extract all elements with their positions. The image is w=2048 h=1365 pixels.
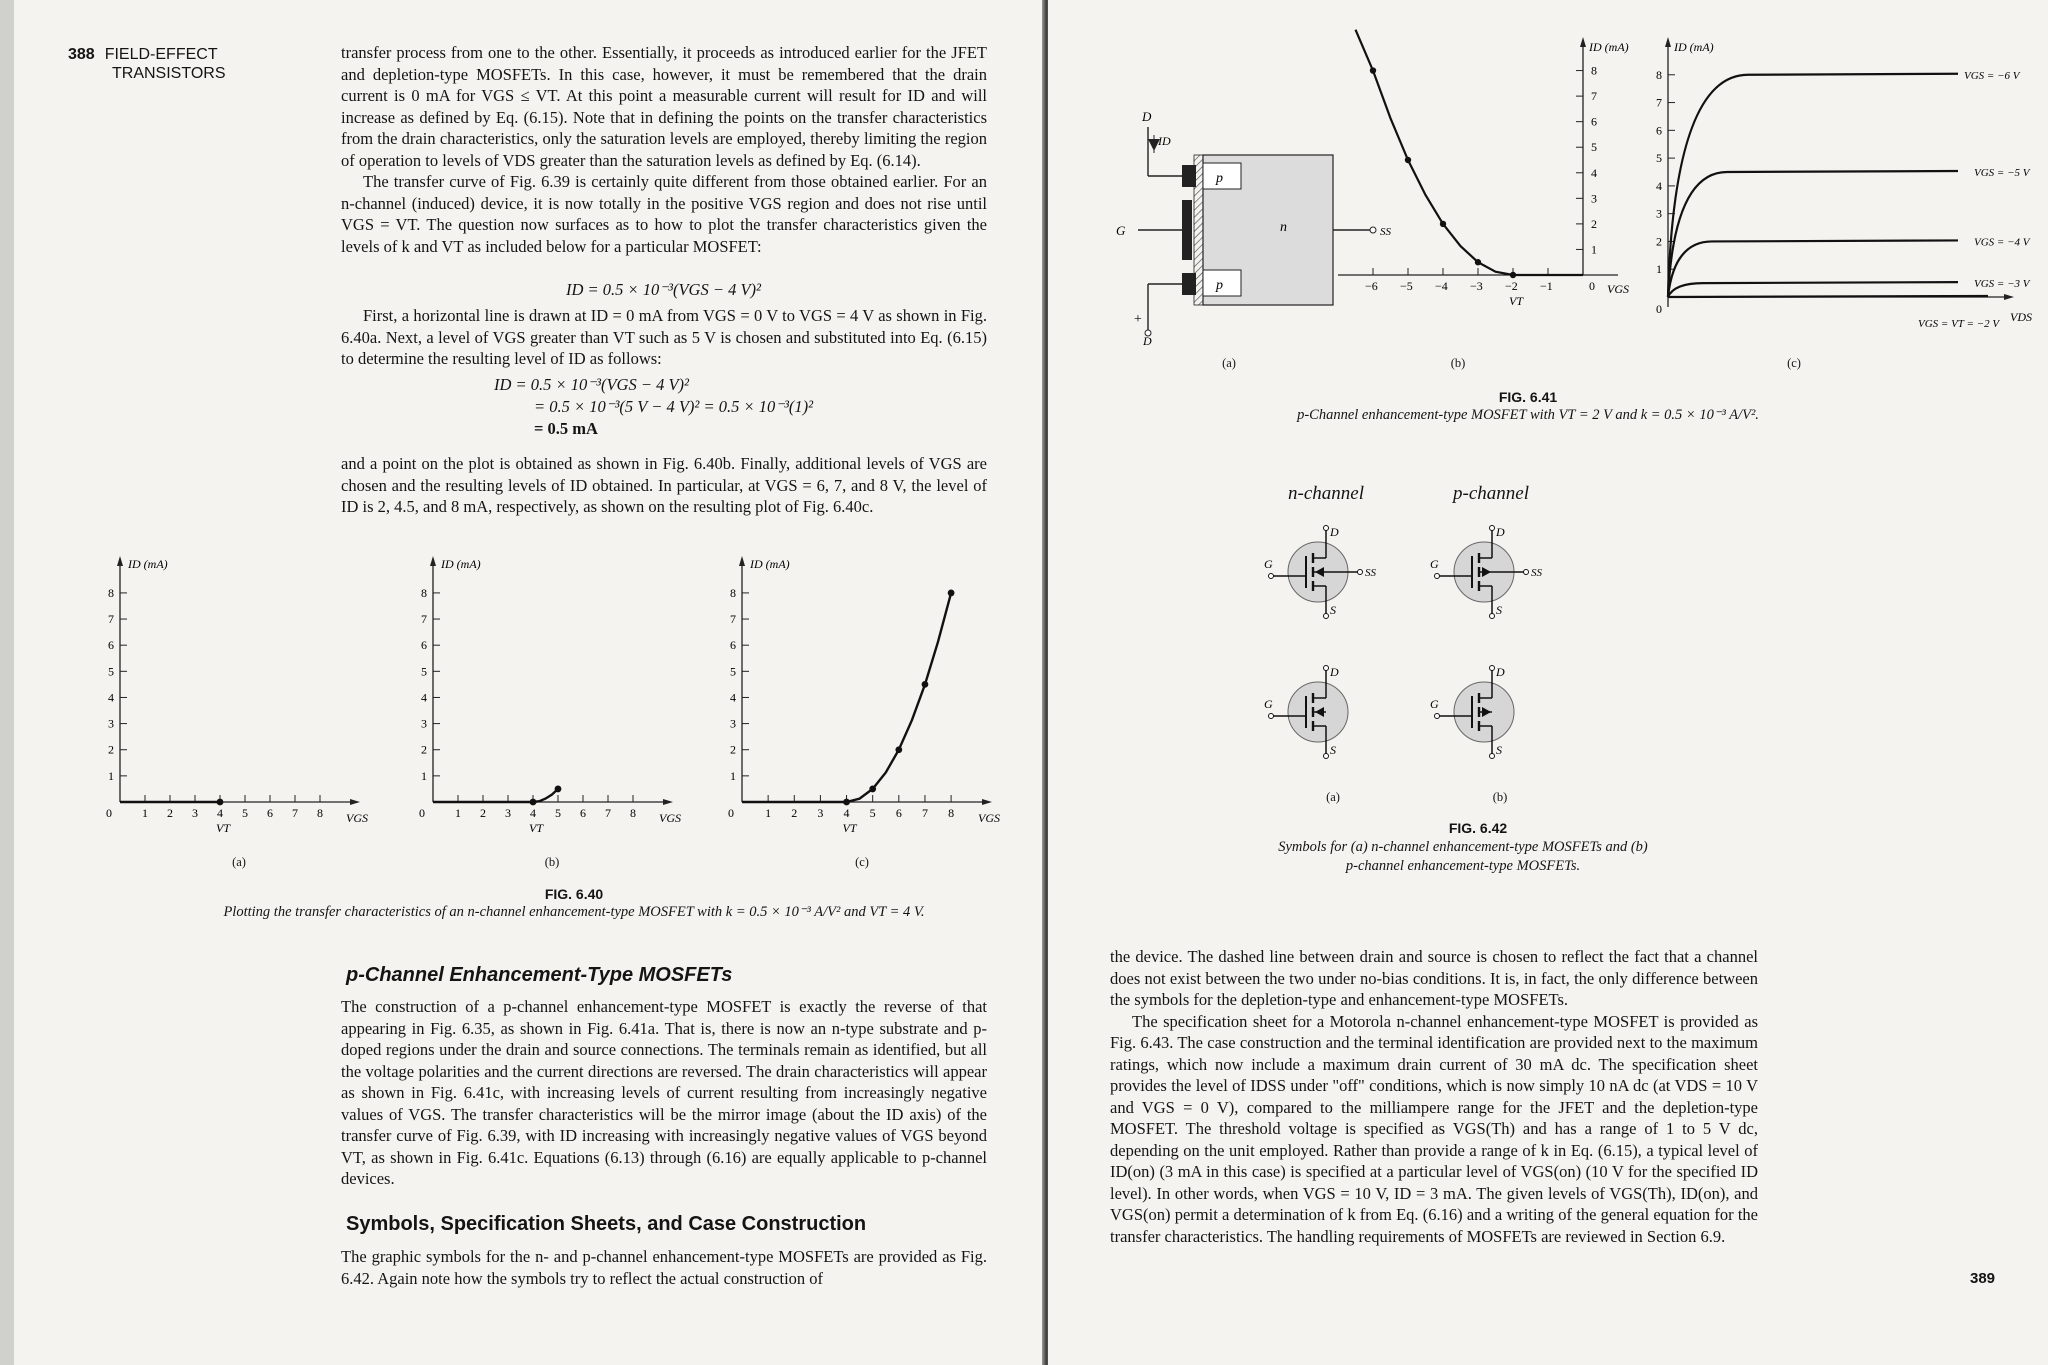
y-tick-label: 0 <box>1656 302 1662 316</box>
y-tick-label: 2 <box>1591 216 1597 231</box>
x-tick-label: 7 <box>921 806 928 820</box>
gate-terminal <box>1269 714 1274 719</box>
x-tick-label: 6 <box>580 806 586 820</box>
section-heading-symbols: Symbols, Specification Sheets, and Case Construction <box>346 1213 867 1235</box>
substrate-terminal <box>1358 570 1363 575</box>
x-tick-label: 4 <box>843 806 850 820</box>
y-tick-label: 7 <box>1591 89 1597 104</box>
paragraph: and a point on the plot is obtained as shown in Fig. 6.40b. Finally, additional levels of VGS are chosen and the resulting levels of ID obtained. In particular, at VGS = 6, 7, and 8 V, the level of ID is 2, 4.5, and 8 mA, respectively, as shown on the resulting plot of Fig. 6.40c. <box>341 454 987 516</box>
y-tick-label: 4 <box>1656 178 1662 193</box>
fig642-symbols <box>1248 480 1608 820</box>
x-axis-label: VGS <box>659 811 681 825</box>
curve-label: VGS = −3 V <box>1974 278 2030 291</box>
page-number-right: 389 <box>1970 1270 1996 1287</box>
curve-label: VGS = −6 V <box>1964 69 2020 82</box>
x-tick-label: 3 <box>192 806 198 820</box>
fig640-sub-a: (a) <box>232 855 246 869</box>
y-axis-label: ID (mA) <box>1674 40 1714 54</box>
y-axis-label: ID (mA) <box>750 557 790 571</box>
x-tick-label: 8 <box>630 806 636 820</box>
x-axis-arrow <box>350 799 360 805</box>
gate-terminal <box>1435 714 1440 719</box>
y-tick-label: 3 <box>421 716 427 731</box>
y-axis-arrow <box>1665 37 1671 47</box>
curve-label: VGS = VT = −2 V <box>1918 318 2000 330</box>
y-tick-label: 1 <box>421 768 427 783</box>
fig641c-plot <box>1588 35 2038 335</box>
x-axis-label: VGS <box>978 811 1000 825</box>
data-point <box>869 786 876 793</box>
drain-curve <box>1668 282 1958 297</box>
fig642-sub-a: (a) <box>1326 790 1340 804</box>
x-tick-label: 2 <box>480 806 486 820</box>
x-axis-arrow <box>982 799 992 805</box>
fig640-sub-b: (b) <box>544 855 560 869</box>
curve-label: VGS = −4 V <box>1974 236 2030 249</box>
y-tick-label: 3 <box>730 716 736 731</box>
gate-plate <box>1182 200 1192 260</box>
y-tick-label: 6 <box>730 638 736 653</box>
source-contact <box>1182 273 1196 295</box>
x-tick-label: 0 <box>1589 279 1595 293</box>
y-axis-label: ID (mA) <box>128 557 168 571</box>
page-number-left: 388 <box>68 46 95 63</box>
x-tick-label: 6 <box>267 806 273 820</box>
y-tick-label: 7 <box>1656 95 1662 110</box>
fig640-sub-c: (c) <box>855 855 869 869</box>
y-tick-label: 1 <box>1656 262 1662 277</box>
x-tick-label: 2 <box>791 806 798 820</box>
y-axis-arrow <box>739 556 745 566</box>
fig642-svg <box>1248 480 1608 820</box>
gate-terminal <box>1435 574 1440 579</box>
data-point <box>1370 67 1376 73</box>
y-tick-label: 5 <box>1591 140 1597 155</box>
drain-curve <box>1668 74 1958 297</box>
x-tick-label: 7 <box>605 806 611 820</box>
x-tick-label: 5 <box>869 806 876 820</box>
label-drain: D <box>1142 109 1152 124</box>
label-ss: SS <box>1380 226 1391 238</box>
x-tick-label: 3 <box>505 806 511 820</box>
x-tick-label: −1 <box>1540 279 1553 293</box>
source-terminal <box>1324 614 1329 619</box>
x-tick-label: 5 <box>555 806 561 820</box>
y-tick-label: 8 <box>1656 67 1662 82</box>
label-gate: G <box>1116 223 1126 238</box>
y-tick-label: 8 <box>421 585 427 600</box>
drain-curve <box>1668 171 1958 297</box>
x-tick-label: −6 <box>1365 279 1378 293</box>
data-point <box>948 590 955 597</box>
substrate-terminal <box>1524 570 1529 575</box>
paragraph: transfer process from one to the other. Essentially, it proceeds as introduced earlier for the JFET and depletion-type MOSFETs. In this case, however, it must be remembered that the drain current is 0 mA for VGS ≤ VT. At this point a measurable current will result for ID and will increase as defined by Eq. (6.15). Note that in defining the points on the transfer characteristics from the drain characteristics, only the saturation levels are employed, thereby limiting the region of operation to levels of VDS greater than the saturation levels as defined by Eq. (6.14). <box>341 43 987 170</box>
y-axis-arrow <box>1580 37 1586 47</box>
paragraph: The specification sheet for a Motorola n-channel enhancement-type MOSFET is provided as Fig. 6.43. The case construction and the terminal identification are provided next to the maximum ratings, which now include a maximum drain current of 30 mA dc. The specification sheet provides the level of IDSS under "off" conditions, which is now simply 10 nA dc (at VDS = 10 V and VGS = 0 V), compared to the milliampere range for the JFET and the depletion-type MOSFET. The threshold voltage is specified as VGS(Th) and has a range of 1 to 5 V dc, depending on the unit employed. Rather than provide a range of k in Eq. (6.15), a typical level of ID(on) (3 mA in this case) is specified at a particular level of VGS(on) (10 V for the specified ID level). In other words, when VGS = 10 V, ID = 3 mA. The given levels of VGS(Th), ID(on), and VGS(on) permit a determination of k from Eq. (6.16) and a writing of the general equation for the transfer characteristics. The handling requirements of MOSFETs are reviewed in Section 6.9. <box>1110 1011 1758 1246</box>
x-tick-label: 2 <box>167 806 173 820</box>
x-tick-label: 4 <box>217 806 223 820</box>
left-text-top <box>341 42 987 257</box>
label-plus: + <box>1134 312 1142 327</box>
source-terminal <box>1324 754 1329 759</box>
y-tick-label: 5 <box>730 664 736 679</box>
data-point <box>895 746 902 753</box>
x-tick-label: 0 <box>106 806 112 820</box>
left-text-mid <box>341 305 987 370</box>
label-d: D <box>1330 525 1339 539</box>
paragraph: The construction of a p-channel enhancement-type MOSFET is exactly the reverse of that appearing in Fig. 6.35, as shown in Fig. 6.41a. That is, there is now an n-type substrate and p-doped regions under the drain and source connections. The terminals remain as identified, but all the voltage polarities and the current directions are reversed. The drain characteristics will appear as shown in Fig. 6.41c, with increasing levels of current resulting from increasingly negative values of VGS. The transfer characteristics will be the mirror image (about the ID axis) of the transfer curve of Fig. 6.39, with ID increasing with increasingly negative values of VGS beyond VT, as shown in Fig. 6.41c. Equations (6.13) through (6.16) are equally applicable to p-channel devices. <box>341 997 987 1188</box>
fig642-sub-b: (b) <box>1492 790 1508 804</box>
fig640b-plot <box>411 552 701 842</box>
label-s: S <box>1496 603 1502 617</box>
y-tick-label: 7 <box>108 612 114 627</box>
drain-terminal <box>1324 666 1329 671</box>
x-axis-arrow <box>663 799 673 805</box>
transfer-curve <box>742 593 951 802</box>
x-axis-arrow <box>2004 294 2014 300</box>
transfer-curve <box>1356 30 1584 275</box>
fig642-caption: Symbols for (a) n-channel enhancement-type MOSFETs and (b) p-channel enhancement-type MOSFETs. <box>1278 839 1648 874</box>
x-tick-label: 1 <box>765 806 772 820</box>
vt-label: VT <box>216 821 231 835</box>
label-d: D <box>1496 665 1505 679</box>
left-text-section1 <box>341 996 987 1190</box>
label-ss: SS <box>1365 567 1376 579</box>
y-axis-label: ID (mA) <box>1589 40 1629 54</box>
fig640b-svg <box>411 552 701 842</box>
y-tick-label: 1 <box>108 768 114 783</box>
y-tick-label: 5 <box>421 664 427 679</box>
x-tick-label: −3 <box>1470 279 1483 293</box>
x-tick-label: 0 <box>728 806 734 820</box>
running-head <box>68 45 226 83</box>
x-tick-label: 1 <box>455 806 461 820</box>
y-tick-label: 1 <box>1591 242 1597 257</box>
x-tick-label: 5 <box>242 806 248 820</box>
x-tick-label: −5 <box>1400 279 1413 293</box>
label-s: S <box>1330 743 1336 757</box>
fig642-title: FIG. 6.42 <box>1448 820 1508 836</box>
y-axis-arrow <box>117 556 123 566</box>
y-tick-label: 3 <box>1656 206 1662 221</box>
label-id: ID <box>1158 134 1171 148</box>
right-page <box>1048 0 2048 1365</box>
source-terminal <box>1490 614 1495 619</box>
data-point <box>1475 259 1481 265</box>
x-tick-label: 1 <box>142 806 148 820</box>
y-tick-label: 2 <box>108 742 114 757</box>
x-tick-label: 6 <box>895 806 902 820</box>
running-head-line1: FIELD-EFFECT <box>104 46 218 63</box>
data-point <box>217 799 224 806</box>
label-g: G <box>1430 557 1439 571</box>
fig640-caption: Plotting the transfer characteristics of an n-channel enhancement-type MOSFET with k = 0.5 × 10⁻³ A/V² and VT = 4 V. <box>223 904 925 920</box>
data-point <box>922 681 929 688</box>
label-d: D <box>1330 665 1339 679</box>
data-point <box>530 799 537 806</box>
left-text-section2 <box>341 1246 987 1289</box>
drain-curve <box>1668 240 1958 297</box>
data-point <box>1405 157 1411 163</box>
y-tick-label: 2 <box>730 742 736 757</box>
data-point <box>1510 272 1516 278</box>
y-tick-label: 1 <box>730 768 736 783</box>
vt-label: VT <box>1509 294 1524 308</box>
fig640-title: FIG. 6.40 <box>544 886 604 902</box>
equation-1: ID = 0.5 × 10⁻³(VGS − 4 V)² <box>566 280 761 299</box>
y-tick-label: 7 <box>421 612 427 627</box>
label-p-top: p <box>1216 171 1223 186</box>
x-tick-label: −2 <box>1505 279 1518 293</box>
y-tick-label: 4 <box>108 690 114 705</box>
drain-contact <box>1182 165 1196 187</box>
y-tick-label: 4 <box>730 690 736 705</box>
x-tick-label: 8 <box>317 806 323 820</box>
drain-terminal <box>1490 526 1495 531</box>
right-text <box>1110 946 1758 1247</box>
fig640c-plot <box>720 552 1020 842</box>
fig641-sub-b: (b) <box>1450 356 1466 370</box>
label-p-channel: p-channel <box>1453 483 1529 504</box>
fig640c-svg <box>720 552 1020 842</box>
label-g: G <box>1264 697 1273 711</box>
left-text-mid2 <box>341 453 987 518</box>
equation-2: ID = 0.5 × 10⁻³(VGS − 4 V)² = 0.5 × 10⁻³(5 V − 4 V)² = 0.5 × 10⁻³(1)² = 0.5 mA <box>494 375 814 438</box>
fig641c-svg <box>1588 35 2038 335</box>
label-substrate: n <box>1280 220 1287 235</box>
y-tick-label: 3 <box>108 716 114 731</box>
fig641-caption: p-Channel enhancement-type MOSFET with VT = 2 V and k = 0.5 × 10⁻³ A/V². <box>1297 407 1759 423</box>
fig641-sub-c: (c) <box>1787 356 1801 370</box>
x-tick-label: 7 <box>292 806 298 820</box>
x-axis-label: VGS <box>346 811 368 825</box>
label-drain-bottom: D <box>1143 334 1152 348</box>
label-g: G <box>1430 697 1439 711</box>
label-ss: SS <box>1531 567 1542 579</box>
y-tick-label: 5 <box>108 664 114 679</box>
x-axis-label: VDS <box>2010 310 2032 324</box>
data-point <box>1440 221 1446 227</box>
vt-label: VT <box>842 821 857 835</box>
label-s: S <box>1496 743 1502 757</box>
section-heading-pchannel: p-Channel Enhancement-Type MOSFETs <box>346 964 733 986</box>
y-tick-label: 8 <box>730 585 736 600</box>
y-tick-label: 6 <box>108 638 114 653</box>
x-tick-label: 3 <box>817 806 824 820</box>
fig641-title: FIG. 6.41 <box>1498 389 1558 405</box>
y-tick-label: 8 <box>108 585 114 600</box>
y-tick-label: 6 <box>1591 114 1597 129</box>
y-tick-label: 6 <box>1656 123 1662 138</box>
fig641-sub-a: (a) <box>1222 356 1236 370</box>
y-tick-label: 7 <box>730 612 736 627</box>
label-s: S <box>1330 603 1336 617</box>
y-tick-label: 3 <box>1591 191 1597 206</box>
y-tick-label: 4 <box>421 690 427 705</box>
x-tick-label: 4 <box>530 806 536 820</box>
y-tick-label: 5 <box>1656 151 1662 166</box>
paragraph: First, a horizontal line is drawn at ID = 0 mA from VGS = 0 V to VGS = 4 V as shown in Fig. 6.40a. Next, a level of VGS greater than VT such as 5 V is chosen and substituted into Eq. (6.15) to determine the resulting level of ID as follows: <box>341 306 987 368</box>
running-head-line2: TRANSISTORS <box>112 65 226 82</box>
label-d: D <box>1496 525 1505 539</box>
x-axis-label: VGS <box>1607 282 1629 296</box>
source-terminal <box>1490 754 1495 759</box>
paragraph: The transfer curve of Fig. 6.39 is certainly quite different from those obtained earlier. For an n-channel (induced) device, it is now totally in the positive VGS region and does not rise until VGS = VT. The question now surfaces as to how to plot the transfer characteristics given the levels of k and VT as included below for a particular MOSFET: <box>341 172 987 256</box>
fig640a-plot <box>98 552 388 842</box>
drain-curve <box>1668 296 1988 297</box>
y-tick-label: 6 <box>421 638 427 653</box>
gate-terminal <box>1269 574 1274 579</box>
transfer-curve <box>433 789 558 802</box>
data-point <box>843 799 850 806</box>
y-axis-label: ID (mA) <box>441 557 481 571</box>
drain-terminal <box>1490 666 1495 671</box>
label-p-bottom: p <box>1216 278 1223 293</box>
x-tick-label: 8 <box>948 806 955 820</box>
fig640a-svg <box>98 552 388 842</box>
y-tick-label: 8 <box>1591 63 1597 78</box>
paragraph: The graphic symbols for the n- and p-channel enhancement-type MOSFETs are provided as Fig. 6.42. Again note how the symbols try to reflect the actual construction of <box>341 1247 987 1288</box>
y-tick-label: 2 <box>421 742 427 757</box>
label-n-channel: n-channel <box>1288 483 1364 504</box>
y-tick-label: 2 <box>1656 234 1662 249</box>
curve-label: VGS = −5 V <box>1974 167 2030 179</box>
data-point <box>555 786 562 793</box>
y-tick-label: 4 <box>1591 165 1597 180</box>
x-tick-label: 0 <box>419 806 425 820</box>
label-g: G <box>1264 557 1273 571</box>
drain-terminal <box>1324 526 1329 531</box>
paragraph: the device. The dashed line between drain and source is chosen to reflect the fact that a channel does not exist between the two under no-bias conditions. It is, in fact, the only difference between the symbols for the depletion-type and enhancement-type MOSFETs. <box>1110 947 1758 1009</box>
vt-label: VT <box>529 821 544 835</box>
y-axis-arrow <box>430 556 436 566</box>
x-tick-label: −4 <box>1435 279 1448 293</box>
